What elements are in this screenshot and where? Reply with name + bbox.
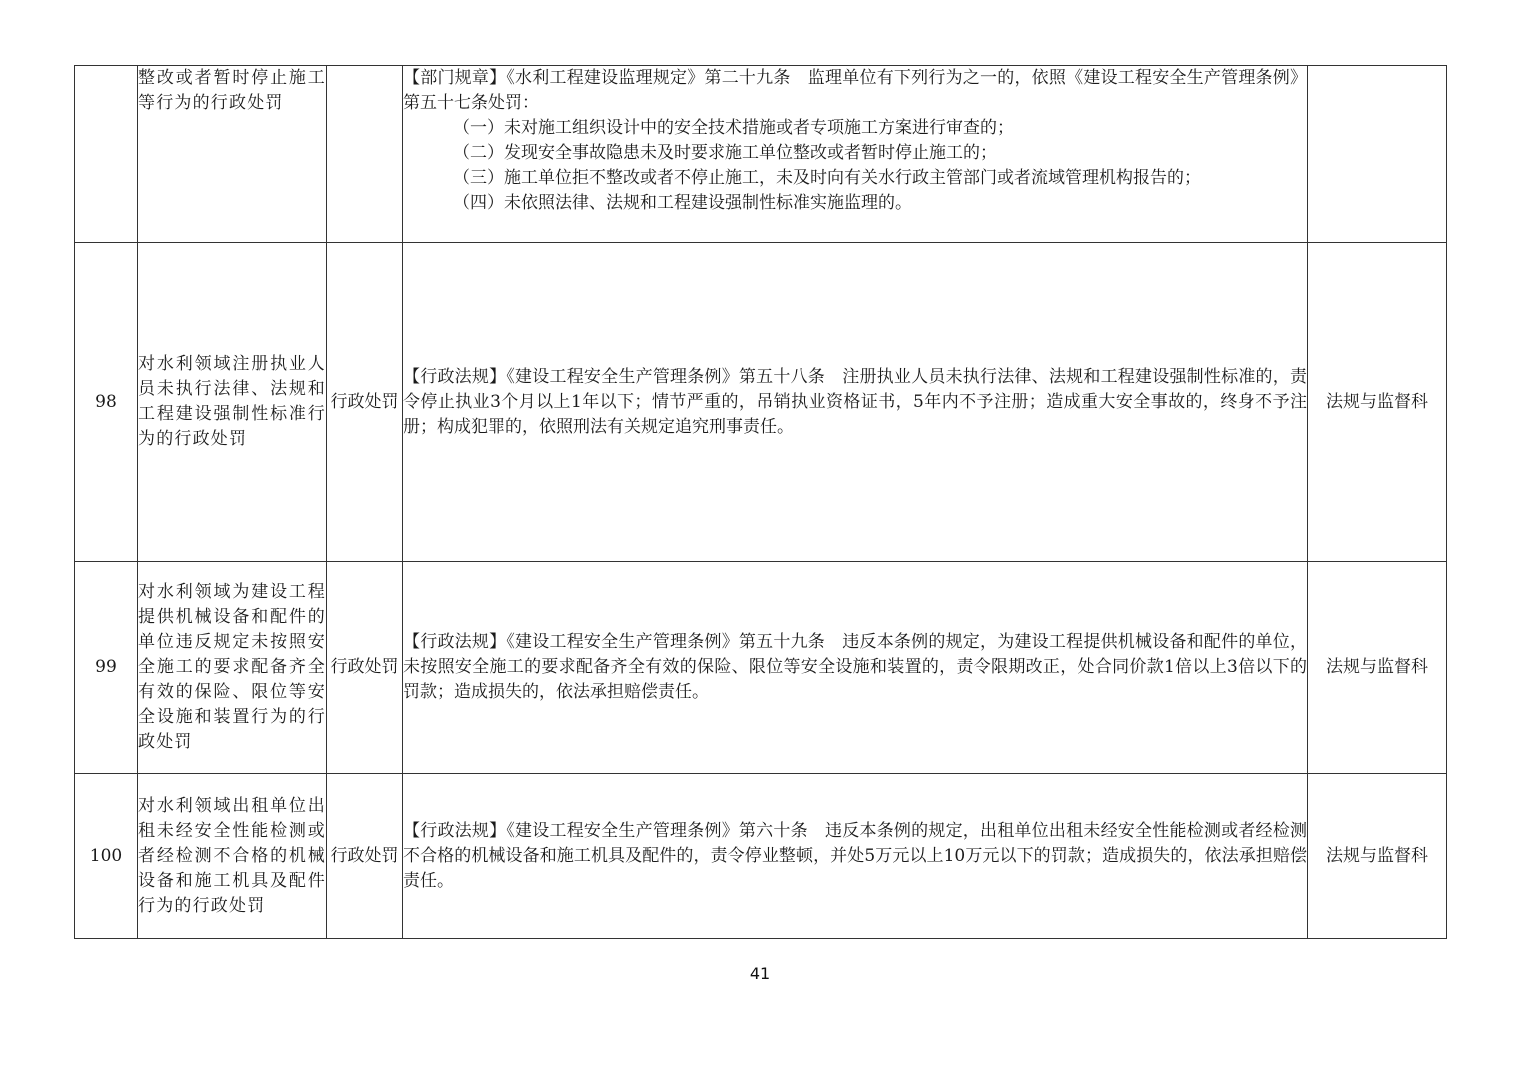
legal-basis — [403, 66, 1308, 243]
page-number: 41 — [749, 964, 771, 983]
basis-clause: （三）施工单位拒不整改或者不停止施工，未及时向有关水行政主管部门或者流域管理机构报告的； — [453, 168, 1201, 188]
row-number: 98 — [75, 243, 138, 562]
item-name: 整改或者暂时停止施工等行为的行政处罚 — [138, 66, 327, 243]
penalty-table — [74, 65, 1447, 939]
basis-clause: （二）发现安全事故隐患未及时要求施工单位整改或者暂时停止施工的； — [453, 143, 997, 163]
table-row — [75, 66, 1447, 243]
department: 法规与监督科 — [1308, 243, 1447, 562]
penalty-type: 行政处罚 — [327, 774, 403, 939]
basis-paragraph: 【部门规章】《水利工程建设监理规定》第二十九条 监理单位有下列行为之一的，依照《建设工程安全生产管理条例》第五十七条处罚： — [403, 68, 1307, 113]
item-name: 对水利领域为建设工程提供机械设备和配件的单位违反规定未按照安全施工的要求配备齐全有效的保险、限位等安全设施和装置行为的行政处罚 — [138, 562, 327, 774]
penalty-type: 行政处罚 — [327, 562, 403, 774]
table-row — [75, 774, 1447, 939]
basis-clause: （四）未依照法律、法规和工程建设强制性标准实施监理的。 — [453, 193, 912, 213]
legal-basis: 【行政法规】《建设工程安全生产管理条例》第五十八条 注册执业人员未执行法律、法规和工程建设强制性标准的，责令停止执业3个月以上1年以下；情节严重的，吊销执业资格证书，5年内不予注册；造成重大安全事故的，终身不予注册；构成犯罪的，依照刑法有关规定追究刑事责任。 — [403, 243, 1308, 562]
item-name: 对水利领域出租单位出租未经安全性能检测或者经检测不合格的机械设备和施工机具及配件行为的行政处罚 — [138, 774, 327, 939]
department — [1308, 66, 1447, 243]
item-name: 对水利领域注册执业人员未执行法律、法规和工程建设强制性标准行为的行政处罚 — [138, 243, 327, 562]
department: 法规与监督科 — [1308, 562, 1447, 774]
penalty-type — [327, 66, 403, 243]
legal-basis: 【行政法规】《建设工程安全生产管理条例》第六十条 违反本条例的规定，出租单位出租未经安全性能检测或者经检测不合格的机械设备和施工机具及配件的，责令停业整顿，并处5万元以上10万元以下的罚款；造成损失的，依法承担赔偿责任。 — [403, 774, 1308, 939]
basis-clause: （一）未对施工组织设计中的安全技术措施或者专项施工方案进行审查的； — [453, 118, 1014, 138]
legal-basis: 【行政法规】《建设工程安全生产管理条例》第五十九条 违反本条例的规定，为建设工程提供机械设备和配件的单位，未按照安全施工的要求配备齐全有效的保险、限位等安全设施和装置的，责令限期改正，处合同价款1倍以上3倍以下的罚款；造成损失的，依法承担赔偿责任。 — [403, 562, 1308, 774]
row-number: 100 — [75, 774, 138, 939]
department: 法规与监督科 — [1308, 774, 1447, 939]
row-number: 99 — [75, 562, 138, 774]
penalty-type: 行政处罚 — [327, 243, 403, 562]
table-row — [75, 562, 1447, 774]
row-number — [75, 66, 138, 243]
table-row — [75, 243, 1447, 562]
